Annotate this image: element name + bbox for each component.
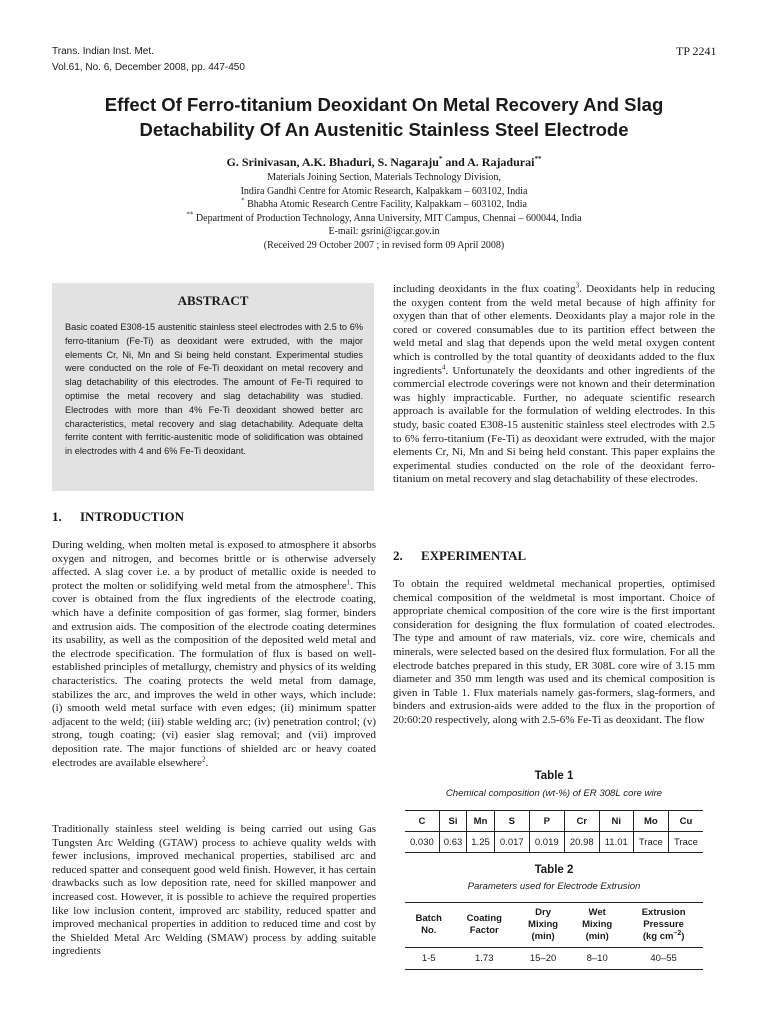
table-2-header-row	[405, 903, 703, 948]
table-1-title: Table 1	[534, 770, 574, 782]
author-block	[40, 154, 728, 252]
table-2-caption: Parameters used for Electrode Extrusion	[467, 881, 641, 892]
table-1-header: Cu	[668, 811, 703, 832]
table-2-cell: 15–20	[516, 948, 570, 970]
table-1-cell: 0.017	[494, 832, 529, 853]
received-dates: (Received 29 October 2007 ; in revised form 09 April 2008)	[263, 239, 505, 251]
introduction-paragraph-1: During welding, when molten metal is exposed to atmosphere it absorbs oxygen and nitrogen, and becomes brittle or is otherwise adversely affected. A slag cover i.e. a by product of metallic oxide is needed to protect the molten or solidifying weld metal from the atmosphere$^1$. This cover is obtained from the flux ingredients of the electrode coating, which have a definite composition of gas former, slag former, binders and extrusion aids. The composition of the electrode coating determines its usability, as well as the composition of the deposited weld metal and the electrode specification. The formulation of flux is based on well-established principles of metallurgy, chemistry and physics of its welding characteristics. The coating protects the weld metal from damage, stabilizes the arc, and improves the weld in other ways, which include: (i) smooth weld metal surface with even edges; (ii) minimum spatter adjacent to the weld; (iii) stable welding arc; (iv) penetration control; (v) strong, tough coating; (vi) easier slag removal; and (vii) improved deposition rate. The major functions of shielded arc or heavy coated electrodes are available elsewhere$^2$.	[52, 539, 377, 769]
table-2-cell: 1-5	[405, 948, 452, 970]
table-1-cell: Trace	[633, 832, 668, 853]
introduction-heading: 1. INTRODUCTION	[52, 509, 185, 524]
table-1-header: C	[405, 811, 439, 832]
experimental-heading: 2. EXPERIMENTAL	[393, 548, 527, 563]
table-1-cell: 1.25	[467, 832, 495, 853]
title-line-2: Detachability Of An Austenitic Stainless Steel Electrode	[139, 119, 629, 140]
table-1-header: Mn	[467, 811, 495, 832]
affiliation-4: ** Department of Production Technology, Anna University, MIT Campus, Chennai – 600044, India	[186, 210, 582, 224]
table-1-header: P	[529, 811, 564, 832]
title-line-1: Effect Of Ferro-titanium Deoxidant On Metal Recovery And Slag	[104, 94, 664, 115]
table-1-cell: 0.63	[439, 832, 467, 853]
journal-citation	[52, 44, 245, 76]
abstract-box	[52, 283, 374, 491]
table-1-header: S	[494, 811, 529, 832]
author-email: E-mail: gsrini@igcar.gov.in	[328, 226, 440, 237]
table-1-header: Si	[439, 811, 467, 832]
table-2-header-batch: Batch No.	[405, 903, 452, 948]
table-1-caption: Chemical composition (wt-%) of ER 308L core wire	[445, 788, 663, 799]
table-1-cell: Trace	[668, 832, 703, 853]
journal-name: Trans. Indian Inst. Met.	[52, 46, 154, 57]
affiliation-1: Materials Joining Section, Materials Technology Division,	[267, 172, 501, 183]
table-2-header-extrusion: Extrusion Pressure (kg $cm^{-2}$)	[624, 903, 703, 948]
affiliation-3: * Bhabha Atomic Research Centre Facility, Kalpakkam – 603102, India	[241, 196, 527, 210]
table-1-cell: 0.019	[529, 832, 564, 853]
table-2-cell: 1.73	[452, 948, 516, 970]
table-1-header: Mo	[633, 811, 668, 832]
table-2-cell: 8–10	[570, 948, 624, 970]
table-1-header: Cr	[564, 811, 599, 832]
table-1	[405, 810, 703, 853]
table-1-cell: 11.01	[599, 832, 633, 853]
experimental-paragraph-1: To obtain the required weldmetal mechanical properties, optimised chemical composition of the weldmetal is most important. Choice of appropriate chemical composition of the core wire is the first important consideration for designing the flux formulation of coated electrodes. The type and amount of raw materials, viz. core wire, chemicals and minerals, were selected based on the desired flux formulation. For all the electrode batches prepared in this study, ER 308L core wire of 3.15 mm diameter and 350 mm length was used and its chemical composition is given in Table 1. Flux materials namely gas-formers, slag-formers, and binders and extrusion-aids were added to the flux in the proportion of 20:60:20 respectively, along with 2.5-6% Fe-Ti as deoxidant. The flow	[393, 578, 715, 726]
table-2-header-dry-mixing: Dry Mixing (min)	[516, 903, 570, 948]
table-row	[405, 832, 703, 853]
table-1-cell: 0.030	[405, 832, 439, 853]
table-1-header: Ni	[599, 811, 633, 832]
paper-id: TP 2241	[676, 44, 717, 58]
introduction-paragraph-3: including deoxidants in the flux coating$^3$. Deoxidants help in reducing the oxygen content from the weld metal because of high affinity for oxygen than that of other elements. Deoxidants play a major role in the cored or covered consumables due to its partition effect between the weld metal and slag that depends upon the weld metal oxygen content which is controlled by the total quantity of deoxidants added to the flux ingredients$^4$. Unfortunately the deoxidants and other ingredients of the commercial electrode coverings were not known and their determination was highly impracticable. Further, no adequate scientific research approach is available for the formulation of welding electrodes. In this study, basic coated E308-15 austenitic stainless steel electrodes with 2.5 to 6% ferro-titanium (Fe-Ti) as deoxidant were extruded, with the major elements Cr, Ni, Mn and Si being held constant. This paper explains the experimental studies conducted on the role of the deoxidant ferro-titanium on metal recovery and slag detachability of these electrodes.	[393, 281, 715, 486]
table-2-header-coating: Coating Factor	[452, 903, 516, 948]
table-2-title: Table 2	[534, 864, 574, 876]
journal-volume: Vol.61, No. 6, December 2008, pp. 447-450	[52, 62, 245, 73]
abstract-text: Basic coated E308-15 austenitic stainless steel electrodes with 2.5 to 6% ferro-titanium (Fe-Ti) as deoxidant were extruded, with the major elements Cr, Ni, Mn and Si being held constant. Experimental studies were conducted on the role of Fe-Ti deoxidant on metal recovery and slag detachability of this electrodes. The amount of Fe-Ti required to optimise the metal recovery and slag detachability was studied. Electrodes with more than 4% Fe-Ti deoxidant showed better arc characteristics, metal recovery and slag detachability. Adequate delta ferrite content with ferritic-austenitic mode of solidification was obtained in electrodes with 4 and 6% Fe-Ti deoxidant.	[65, 322, 363, 457]
affiliation-2: Indira Gandhi Centre for Atomic Research, Kalpakkam – 603102, India	[240, 185, 528, 197]
table-2-header-wet-mixing: Wet Mixing (min)	[570, 903, 624, 948]
introduction-paragraph-2: Traditionally stainless steel welding is being carried out using Gas Tungsten Arc Welding (GTAW) process to achieve quality welds with fewer inclusions, improved mechanical properties, stabilised arc and reduced spatter and consequent good weld finish. However, it has certain drawbacks such as low deposition rate, need for skilled manpower and increased cost. However, it is possible to achieve the required properties like low inclusion content, improved arc stability, reduced spatter and improved mechanical properties in addition to reduced time and cost by the Shielded Metal Arc Welding (SMAW) process by adding suitable ingredients	[52, 823, 376, 958]
table-2-cell: 40–55	[624, 948, 703, 970]
paper-title	[40, 92, 728, 142]
table-2	[405, 902, 703, 970]
author-names: G. Srinivasan, A.K. Bhaduri, S. Nagaraju* and A. Rajadurai**	[226, 155, 542, 169]
table-row	[405, 948, 703, 970]
abstract-heading: ABSTRACT	[177, 293, 249, 308]
table-1-header-row	[405, 811, 703, 832]
table-1-cell: 20.98	[564, 832, 599, 853]
